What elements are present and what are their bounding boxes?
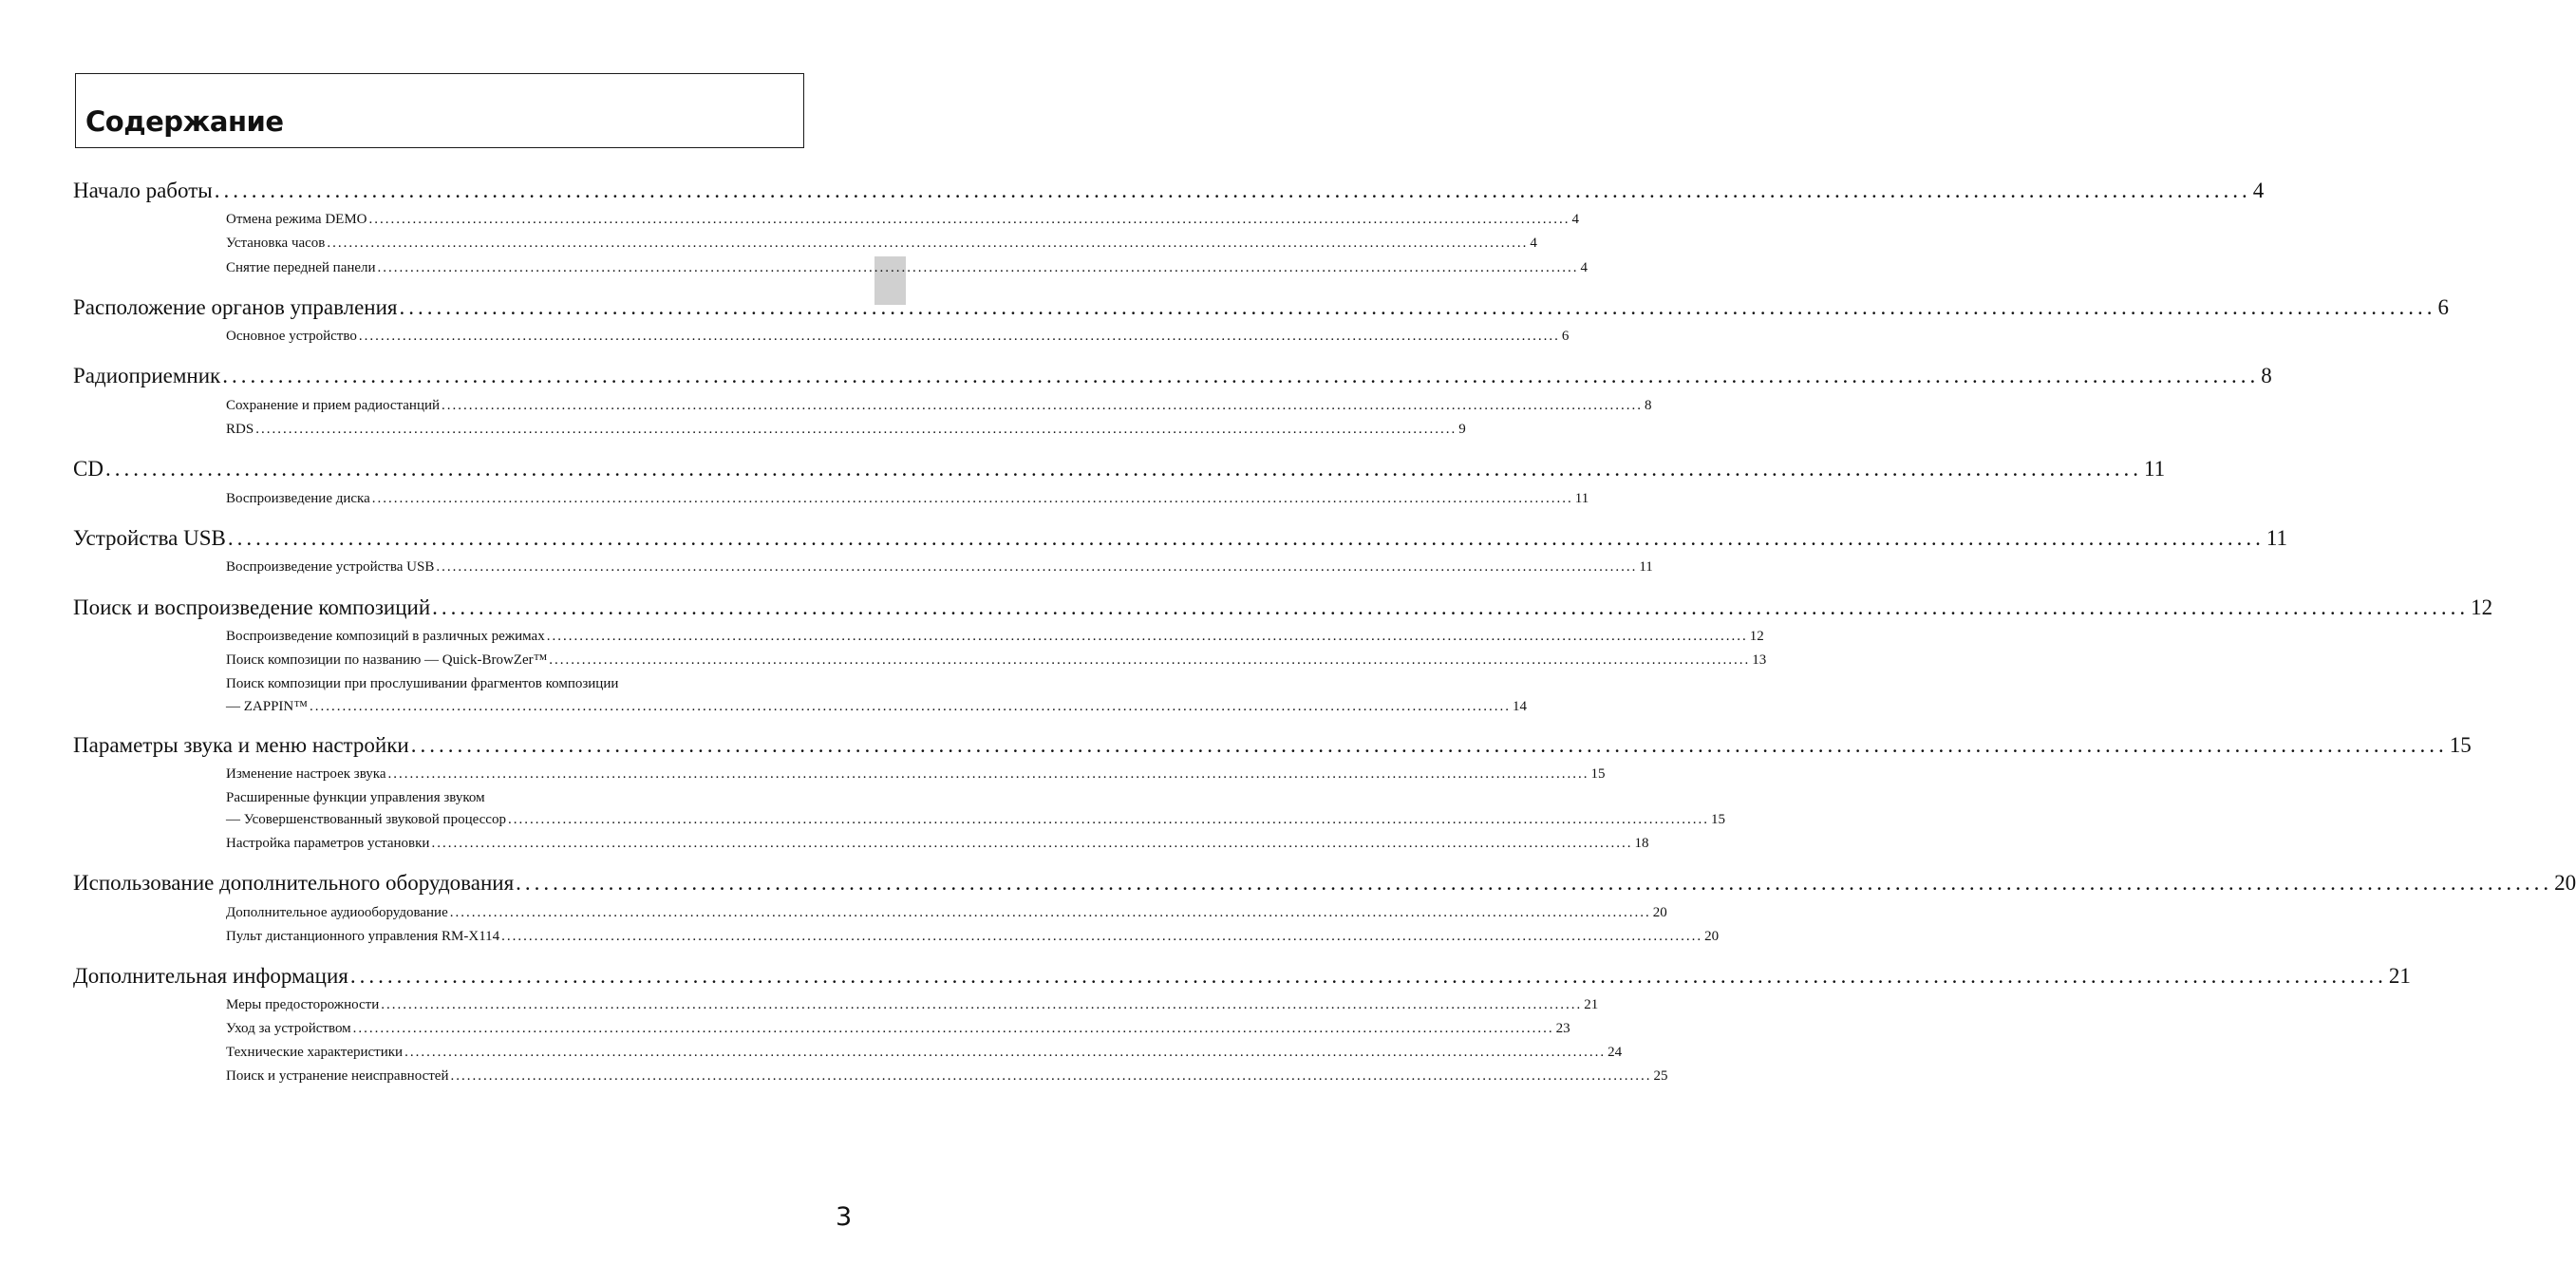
toc-label: Пульт дистанционного управления RM-X114 — [226, 929, 500, 944]
toc-label: Поиск и устранение неисправностей — [226, 1068, 449, 1084]
toc-label: Настройка параметров установки — [226, 836, 430, 851]
toc-item-zappin[interactable] — [226, 696, 1527, 717]
toc-page: 8 — [1645, 398, 1652, 413]
toc-label: Уход за устройством — [226, 1021, 351, 1036]
toc-item-specifications[interactable] — [226, 1042, 1623, 1063]
toc-label: Расположение органов управления — [73, 295, 398, 319]
leader-dots: ............................................................................................................................................................................................................................ — [442, 398, 1644, 413]
leader-dots: ............................................................................................................................................................................................................................ — [222, 364, 2260, 387]
toc-page: 21 — [2388, 964, 2411, 988]
toc-page: 6 — [2437, 295, 2450, 319]
leader-dots: ............................................................................................................................................................................................................................ — [368, 212, 1570, 227]
toc-label: Установка часов — [226, 236, 326, 251]
toc-label: Основное устройство — [226, 329, 357, 344]
leader-dots: ............................................................................................................................................................................................................................ — [432, 595, 2470, 619]
toc-page: 4 — [1580, 260, 1589, 275]
toc-section-radio[interactable] — [73, 362, 2272, 390]
toc-item-zappin-line1[interactable]: Поиск композиции при прослушивании фрагментов композиции — [226, 676, 619, 691]
toc-section-controls[interactable] — [73, 293, 2450, 322]
toc-page: 4 — [1530, 236, 1537, 251]
toc-page: 11 — [1574, 491, 1589, 506]
toc-item-precautions[interactable] — [226, 994, 1599, 1015]
toc-label: Поиск и воспроизведение композиций — [73, 595, 431, 619]
toc-page: 12 — [2471, 595, 2493, 619]
toc-label: Технические характеристики — [226, 1045, 404, 1060]
page-title: Содержание — [85, 105, 284, 138]
toc-section-additional-info[interactable] — [73, 962, 2411, 991]
toc-page: 12 — [1749, 629, 1764, 644]
toc-label: Отмена режима DEMO — [226, 212, 367, 227]
toc-label: Воспроизведение композиций в различных режимах — [226, 629, 545, 644]
toc-section-getting-started[interactable] — [73, 177, 2265, 205]
toc-item-play-modes[interactable] — [226, 626, 1764, 647]
toc-label: Поиск композиции по названию — Quick-BrowZer™ — [226, 652, 548, 668]
toc-label: Воспроизведение диска — [226, 491, 370, 506]
toc-label: Дополнительная информация — [73, 964, 348, 988]
toc-label: Устройства USB — [73, 526, 226, 550]
page-number: 3 — [836, 1202, 853, 1232]
toc-label: — ZAPPIN™ — [226, 699, 308, 714]
toc-page: 23 — [1555, 1021, 1570, 1036]
leader-dots: ............................................................................................................................................................................................................................ — [449, 905, 1651, 920]
toc-page: 9 — [1458, 422, 1466, 437]
toc-page: 25 — [1653, 1068, 1668, 1084]
leader-dots: ............................................................................................................................................................................................................................ — [381, 997, 1583, 1012]
leader-dots: ............................................................................................................................................................................................................................ — [549, 652, 1751, 668]
leader-dots: ............................................................................................................................................................................................................................ — [349, 964, 2387, 988]
toc-item-audio-equipment[interactable] — [226, 902, 1667, 923]
leader-dots: ............................................................................................................................................................................................................................ — [546, 629, 1748, 644]
toc-page: 4 — [1571, 212, 1579, 227]
toc-label: Радиоприемник — [73, 364, 221, 387]
toc-item-troubleshooting[interactable] — [226, 1066, 1668, 1086]
toc-item-usb-playback[interactable] — [226, 557, 1653, 577]
toc-page: 20 — [2554, 871, 2576, 895]
toc-section-cd[interactable] — [73, 455, 2166, 483]
toc-page: 18 — [1634, 836, 1649, 851]
toc-item-advanced-sound-line1[interactable]: Расширенные функции управления звуком — [226, 790, 485, 805]
toc-item-remote-control[interactable] — [226, 926, 1720, 947]
toc-page: 14 — [1512, 699, 1527, 714]
leader-dots: ............................................................................................................................................................................................................................ — [404, 1045, 1607, 1060]
leader-dots: ............................................................................................................................................................................................................................ — [516, 871, 2553, 895]
toc-section-extra-equipment[interactable] — [73, 869, 2576, 897]
toc-label: Начало работы — [73, 179, 213, 202]
leader-dots: ............................................................................................................................................................................................................................ — [377, 260, 1579, 275]
leader-dots: ............................................................................................................................................................................................................................ — [371, 491, 1573, 506]
toc-item-rds[interactable] — [226, 419, 1466, 440]
toc-label: Использование дополнительного оборудования — [73, 871, 515, 895]
toc-item-clock[interactable] — [226, 233, 1537, 254]
toc-label: Изменение настроек звука — [226, 766, 386, 782]
toc-label: Параметры звука и меню настройки — [73, 733, 409, 757]
leader-dots: ............................................................................................................................................................................................................................ — [255, 422, 1457, 437]
toc-item-sound-change[interactable] — [226, 764, 1606, 784]
toc-page: 24 — [1608, 1045, 1623, 1060]
toc-label: RDS — [226, 422, 254, 437]
leader-dots: ............................................................................................................................................................................................................................ — [399, 295, 2436, 319]
leader-dots: ............................................................................................................................................................................................................................ — [410, 733, 2448, 757]
toc-page: 15 — [2449, 733, 2472, 757]
leader-dots: ............................................................................................................................................................................................................................ — [104, 457, 2142, 481]
toc-page: 11 — [1639, 559, 1653, 575]
toc-item-maintenance[interactable] — [226, 1018, 1570, 1039]
toc-item-demo-cancel[interactable] — [226, 209, 1579, 230]
toc-page: 8 — [2261, 364, 2272, 387]
toc-item-setup-params[interactable] — [226, 833, 1649, 854]
toc-label: Снятие передней панели — [226, 260, 376, 275]
toc-section-sound-settings[interactable] — [73, 731, 2472, 760]
leader-dots: ............................................................................................................................................................................................................................ — [227, 526, 2265, 550]
toc-label: Сохранение и прием радиостанций — [226, 398, 441, 413]
toc-label: Воспроизведение устройства USB — [226, 559, 435, 575]
toc-page: 15 — [1710, 812, 1725, 827]
toc-page: 6 — [1561, 329, 1570, 344]
toc-page: 15 — [1590, 766, 1606, 782]
toc-page: 20 — [1704, 929, 1720, 944]
toc-label: Меры предосторожности — [226, 997, 380, 1012]
toc-page: 11 — [2266, 526, 2288, 550]
toc-page: 21 — [1584, 997, 1599, 1012]
leader-dots: ............................................................................................................................................................................................................................ — [327, 236, 1529, 251]
toc-page: 13 — [1752, 652, 1767, 668]
toc-label: CD — [73, 457, 103, 481]
leader-dots: ............................................................................................................................................................................................................................ — [431, 836, 1633, 851]
title-box — [75, 73, 804, 148]
leader-dots: ............................................................................................................................................................................................................................ — [387, 766, 1589, 782]
leader-dots: ............................................................................................................................................................................................................................ — [358, 329, 1560, 344]
leader-dots: ............................................................................................................................................................................................................................ — [214, 179, 2251, 202]
leader-dots: ............................................................................................................................................................................................................................ — [501, 929, 1703, 944]
toc-section-search-playback[interactable] — [73, 594, 2493, 622]
toc-page: 4 — [2252, 179, 2265, 202]
toc-page: 11 — [2143, 457, 2166, 481]
leader-dots: ............................................................................................................................................................................................................................ — [507, 812, 1709, 827]
toc-item-station-storing[interactable] — [226, 395, 1652, 416]
leader-dots: ............................................................................................................................................................................................................................ — [450, 1068, 1652, 1084]
toc-item-quick-browzer[interactable] — [226, 650, 1767, 670]
toc-label: Дополнительное аудиооборудование — [226, 905, 448, 920]
toc-item-front-panel[interactable] — [226, 257, 1589, 278]
toc-item-advanced-sound[interactable] — [226, 809, 1725, 830]
toc-label: — Усовершенствованный звуковой процессор — [226, 812, 506, 827]
toc-page: 20 — [1652, 905, 1667, 920]
toc-item-disc-playback[interactable] — [226, 488, 1589, 509]
leader-dots: ............................................................................................................................................................................................................................ — [309, 699, 1511, 714]
leader-dots: ............................................................................................................................................................................................................................ — [352, 1021, 1554, 1036]
leader-dots: ............................................................................................................................................................................................................................ — [436, 559, 1638, 575]
toc-section-usb[interactable] — [73, 524, 2288, 553]
toc-item-main-unit[interactable] — [226, 326, 1570, 347]
